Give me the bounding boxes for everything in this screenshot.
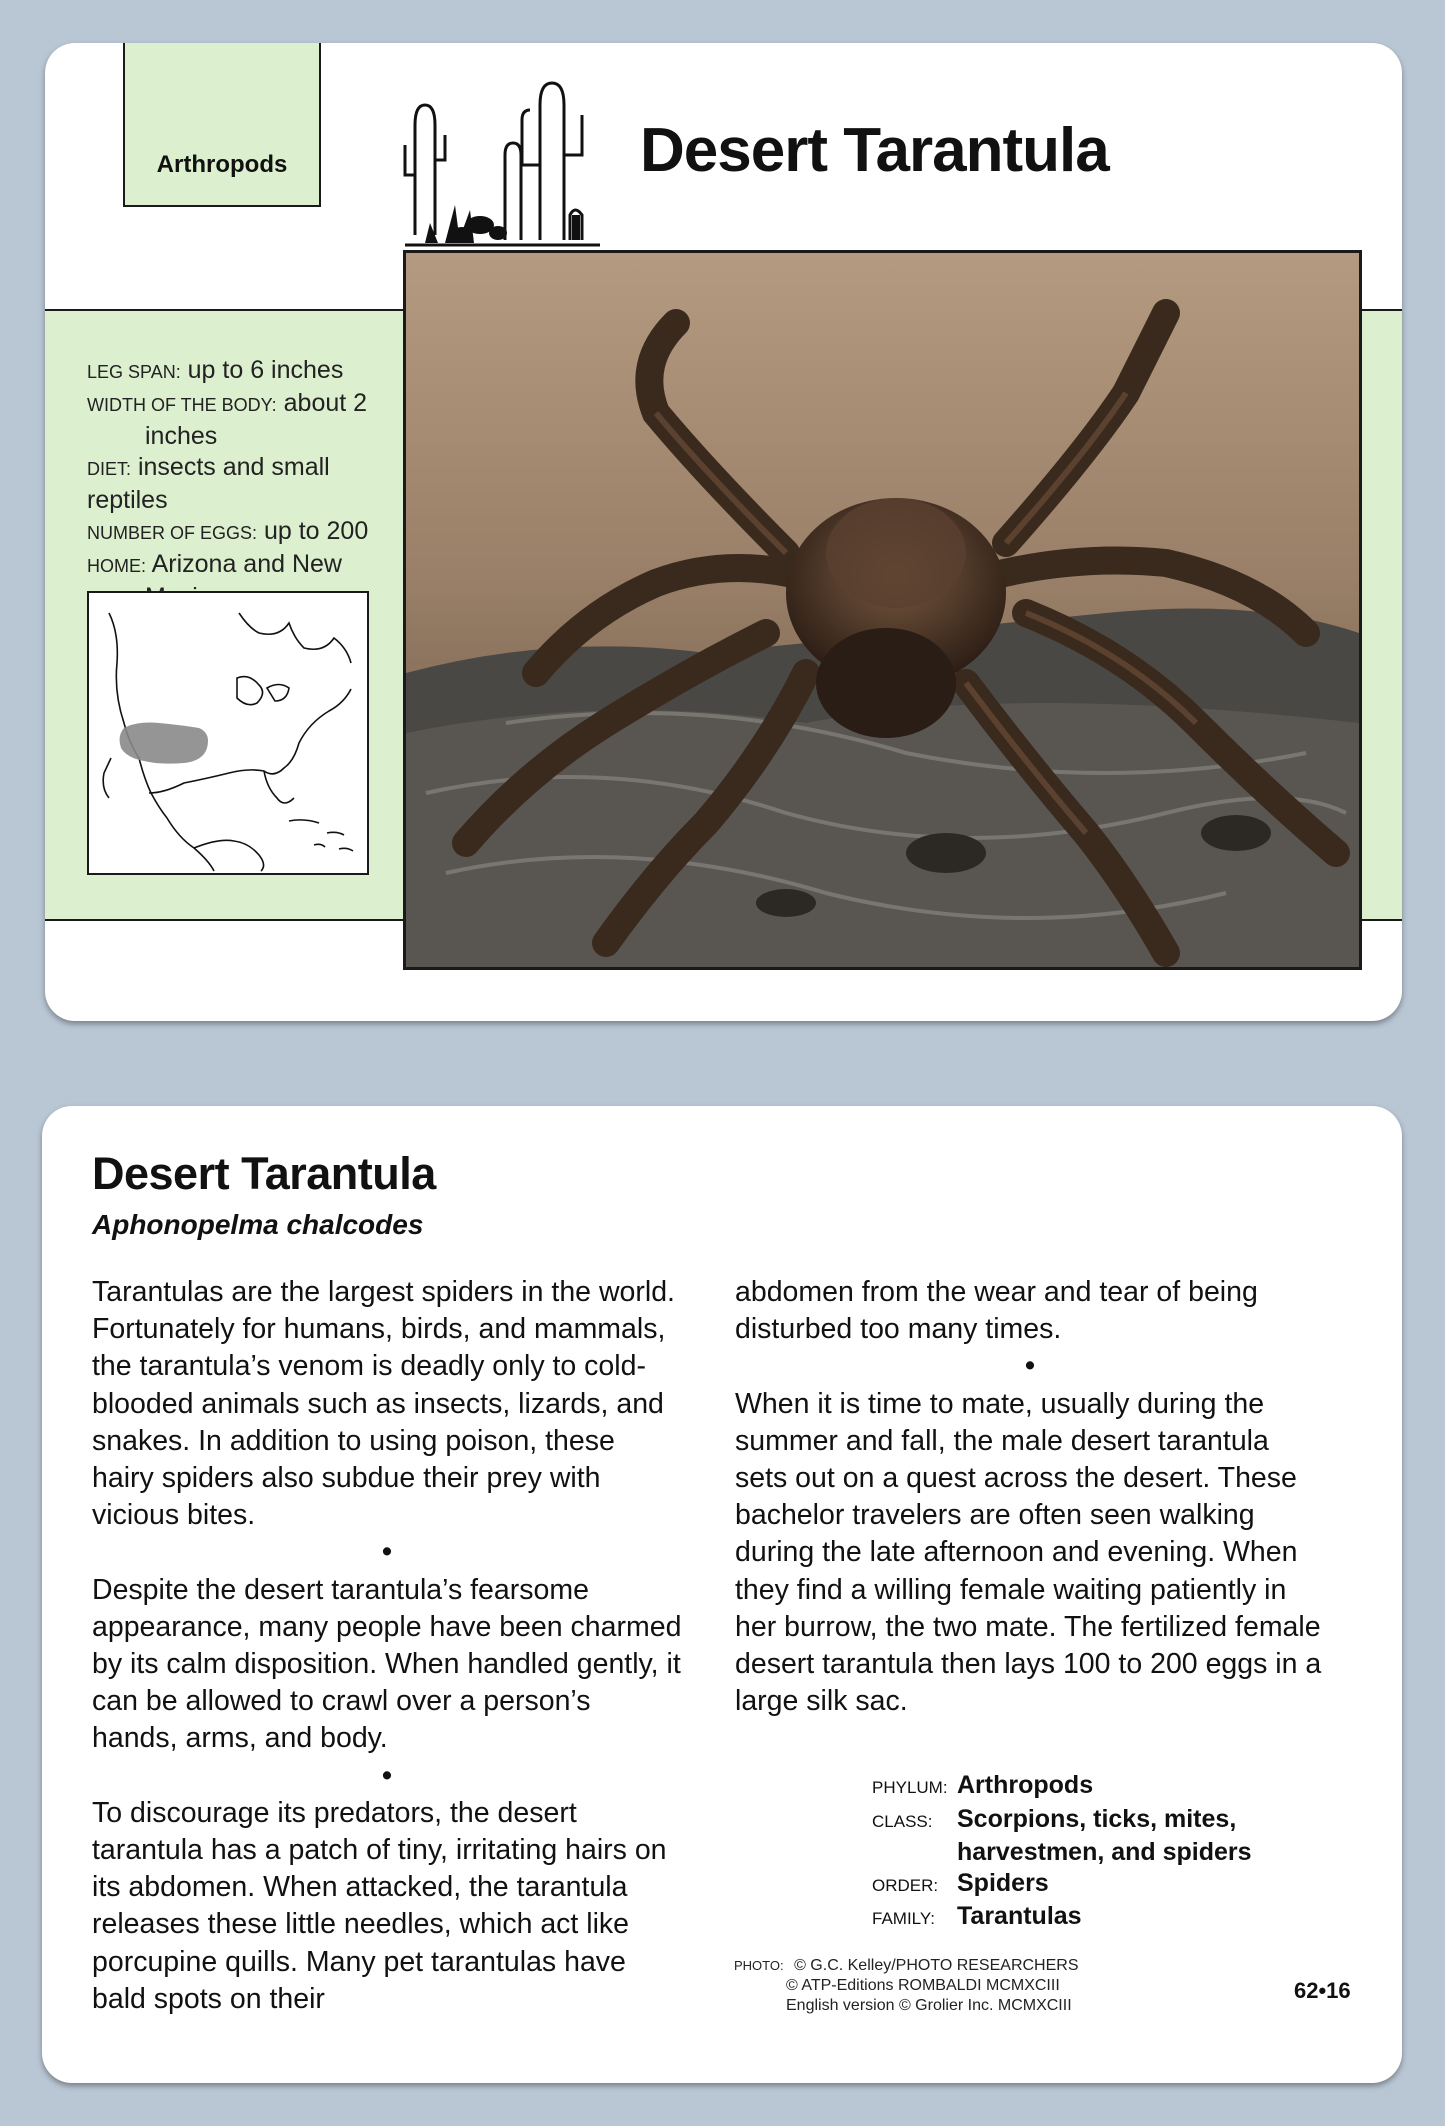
fact-leg-span: LEG SPAN: up to 6 inches: [87, 356, 344, 384]
desert-cactus-icon: [400, 65, 605, 270]
fact-home: HOME: Arizona and New: [87, 550, 342, 578]
range-area: [120, 723, 208, 764]
fact-diet: DIET: insects and small reptiles: [87, 453, 330, 514]
photo-credits: [734, 1956, 1079, 2016]
paragraph: When it is time to mate, usually during the summer and fall, the male desert tarantula sets out on a quest across the desert. These bachelor travelers are often seen walking during the late afternoon and evening. When they find a willing female waiting patiently in her burrow, the two mate. The fertilized female desert tarantula then lays 100 to 200 eggs in a large silk sac.: [735, 1387, 1322, 1718]
fact-list: [87, 355, 407, 613]
category-tab: [123, 43, 321, 207]
credit-line: © ATP-Editions ROMBALDI MCMXCIII: [786, 1977, 1060, 1994]
separator-dot: •: [382, 1536, 392, 1569]
back-card: [42, 1106, 1402, 2083]
fact-body-width: WIDTH OF THE BODY: about 2: [87, 389, 368, 417]
paragraph: abdomen from the wear and tear of being disturbed too many times.: [735, 1276, 1258, 1346]
credit-line: © G.C. Kelley/PHOTO RESEARCHERS: [794, 1957, 1079, 1974]
text-column-1: [92, 1274, 682, 2018]
credits-label: PHOTO:: [734, 1958, 784, 1973]
taxonomy-order: ORDER: Spiders: [872, 1868, 1049, 1897]
paragraph: Tarantulas are the largest spiders in the world. Fortunately for humans, birds, and mammals, the tarantula’s venom is deadly only to cold-blooded animals such as insects, lizards, and snakes. In addition to using poison, these hairy spiders also subdue their prey with vicious bites.: [92, 1276, 675, 1532]
separator-dot: •: [1025, 1350, 1035, 1383]
text-column-2: [735, 1274, 1325, 1720]
paragraph: Despite the desert tarantula’s fearsome appearance, many people have been charmed by its calm disposition. When handled gently, it can be allowed to crawl over a person’s hands, arms, and body.: [92, 1573, 682, 1755]
paragraph: To discourage its predators, the desert tarantula has a patch of tiny, irritating hairs on its abdomen. When attacked, the tarantula releases these little needles, which act like porcupine quills. Many pet tarantulas have bald spots on their: [92, 1796, 667, 2015]
range-map: [87, 591, 369, 875]
tarantula-photo: [403, 250, 1362, 970]
front-title: Desert Tarantula: [640, 116, 1109, 185]
taxonomy-block: [872, 1770, 1252, 1935]
taxonomy-class-cont: harvestmen, and spiders: [957, 1838, 1252, 1866]
front-card: [45, 43, 1402, 1021]
page-number: 62•16: [1294, 1978, 1351, 2003]
taxonomy-phylum: PHYLUM: Arthropods: [872, 1771, 1094, 1799]
taxonomy-family: FAMILY: Tarantulas: [872, 1902, 1082, 1930]
taxonomy-class: CLASS: Scorpions, ticks, mites,: [872, 1804, 1237, 1833]
north-america-map-icon: [89, 593, 367, 873]
fact-eggs: NUMBER OF EGGS: up to 200: [87, 517, 369, 545]
scientific-name: Aphonopelma chalcodes: [92, 1209, 424, 1240]
category-label: Arthropods: [156, 151, 288, 178]
separator-dot: •: [382, 1759, 392, 1792]
back-title: Desert Tarantula: [92, 1148, 436, 1199]
fact-body-width-cont: inches: [145, 422, 218, 450]
credit-line: English version © Grolier Inc. MCMXCIII: [786, 1997, 1072, 2014]
